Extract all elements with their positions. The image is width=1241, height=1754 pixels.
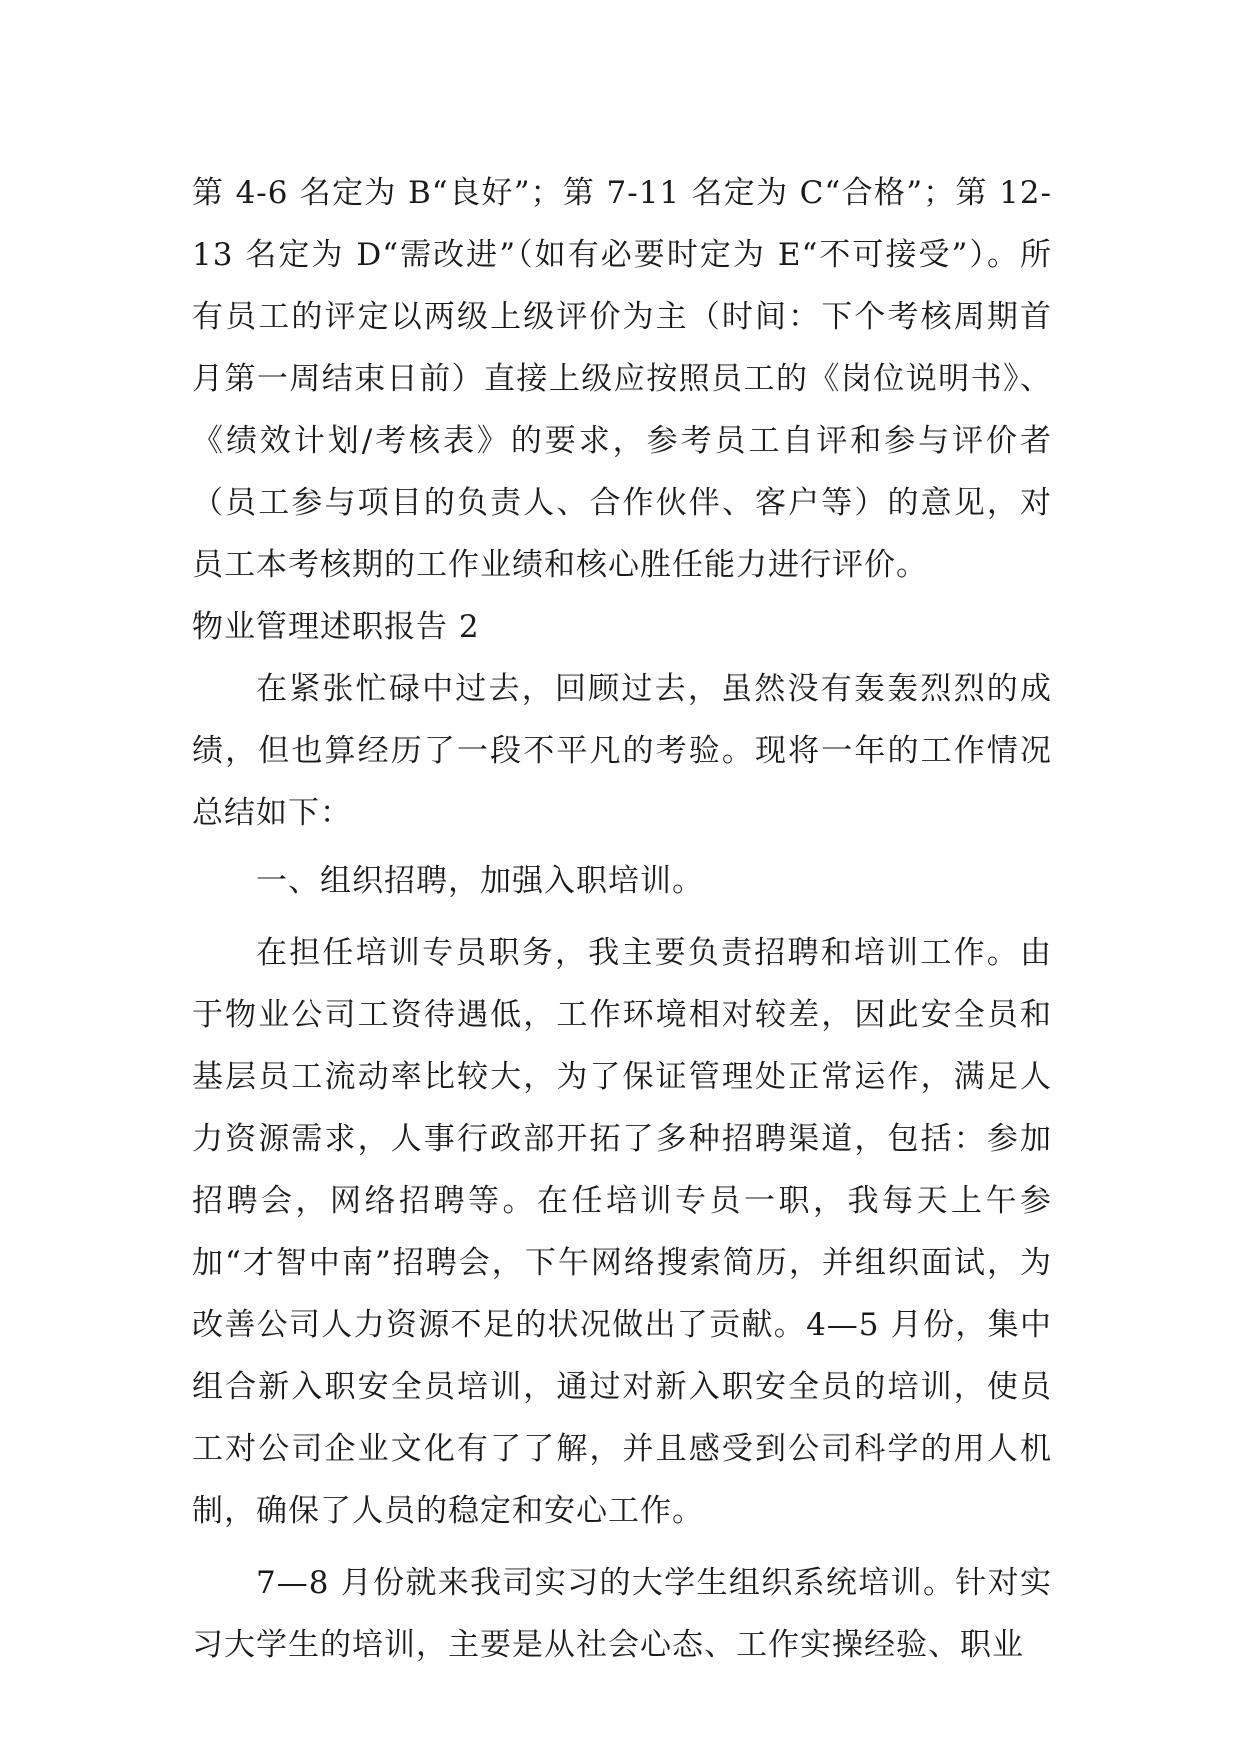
paragraph-intern-training: 7—8 月份就来我司实习的大学生组织系统培训。针对实习大学生的培训，主要是从社会心态、工作实操经验、职业 — [192, 1565, 1052, 1663]
paragraph-section-one-title: 一、组织招聘，加强入职培训。 — [256, 863, 704, 899]
section-heading: 物业管理述职报告 2 — [192, 609, 480, 645]
paragraph-ranking-criteria: 第 4-6 名定为 B“良好”；第 7-11 名定为 C“合格”；第 12-13 名定为 D“需改进”（如有必要时定为 E“不可接受”）。所有员工的评定以两级上级评价为主（时间：下个考核周期首月第一周结束日前）直接上级应按照员工的《岗位说明书》、《绩效计划/考核表》的要求，参考员工自评和参与评价者（员工参与项目的负责人、合作伙伴、客户等）的意见，对员工本考核期的工作业绩和核心胜任能力进行评价。 — [192, 175, 1052, 583]
paragraph-intro: 在紧张忙碌中过去，回顾过去，虽然没有轰轰烈烈的成绩，但也算经历了一段不平凡的考验。现将一年的工作情况总结如下： — [192, 671, 1052, 831]
paragraph-recruitment: 在担任培训专员职务，我主要负责招聘和培训工作。由于物业公司工资待遇低，工作环境相对较差，因此安全员和基层员工流动率比较大，为了保证管理处正常运作，满足人力资源需求，人事行政部开拓了多种招聘渠道，包括：参加招聘会，网络招聘等。在任培训专员一职，我每天上午参加“才智中南”招聘会，下午网络搜索简历，并组织面试，为改善公司人力资源不足的状况做出了贡献。4—5 月份，集中组合新入职安全员培训，通过对新入职安全员的培训，使员工对公司企业文化有了了解，并且感受到公司科学的用人机制，确保了人员的稳定和安心工作。 — [192, 935, 1052, 1529]
document-body — [192, 162, 1052, 1676]
